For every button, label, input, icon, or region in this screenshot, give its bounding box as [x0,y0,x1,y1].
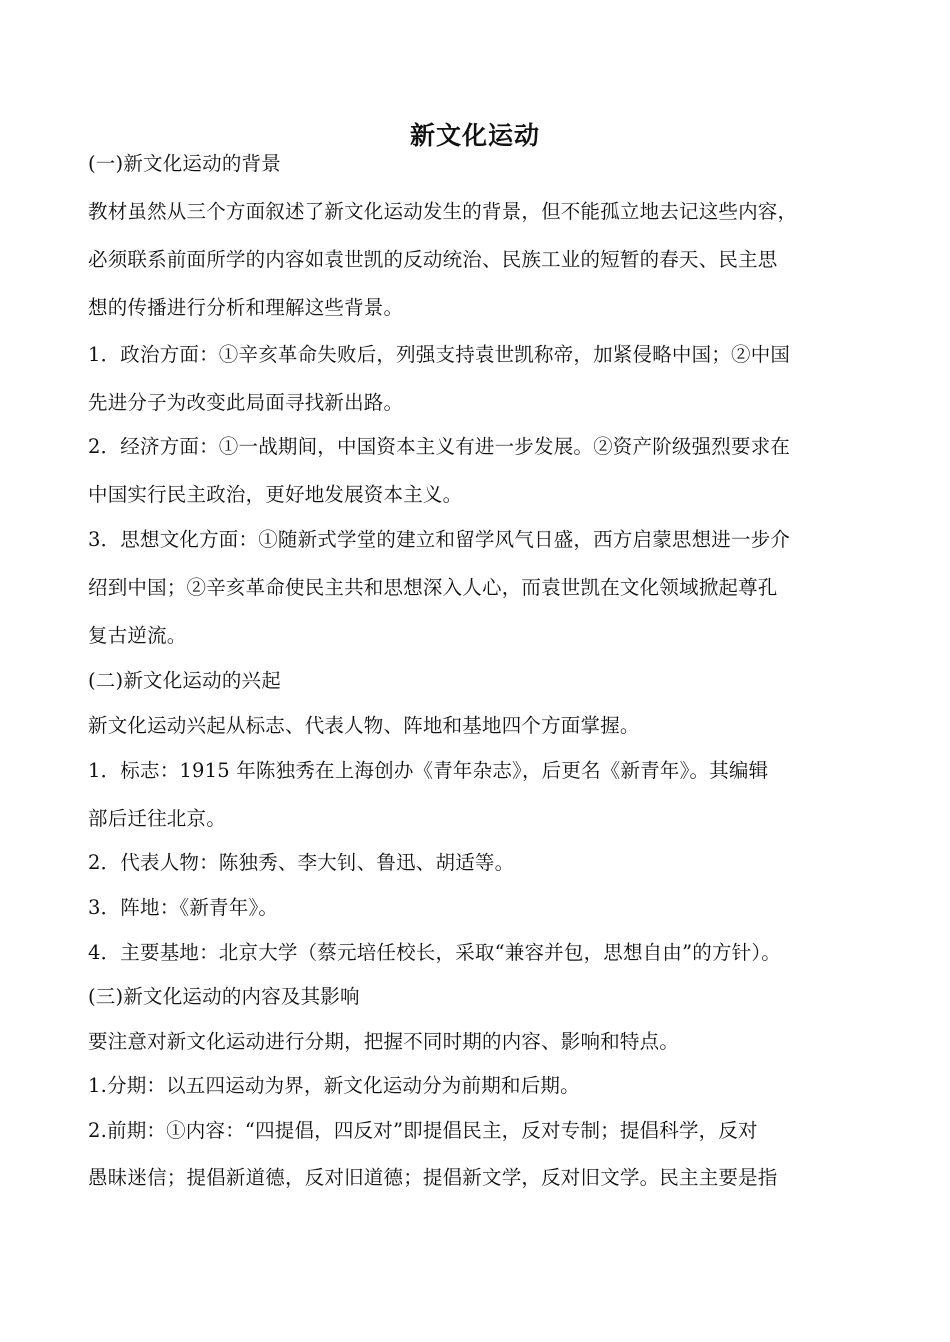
list-item-early-period: 2.前期：①内容：“四提倡，四反对”即提倡民主，反对专制；提倡科学，反对 [88,1119,758,1142]
list-item-political: 1．政治方面：①辛亥革命失败后，列强支持袁世凯称帝，加紧侵略中国；②中国 [88,343,791,366]
paragraph-line: 部后迁往北京。 [88,807,226,830]
list-item-periods: 1.分期：以五四运动为界，新文化运动分为前期和后期。 [88,1074,580,1097]
section-heading-rise: (二)新文化运动的兴起 [88,669,281,692]
paragraph-line: 教材虽然从三个方面叙述了新文化运动发生的背景，但不能孤立地去记这些内容， [88,200,798,223]
paragraph-line: 想的传播进行分析和理解这些背景。 [88,296,404,319]
paragraph-line: 愚昧迷信；提倡新道德，反对旧道德；提倡新文学，反对旧文学。民主主要是指 [88,1166,778,1189]
list-item-front: 3．阵地：《新青年》。 [88,896,279,919]
paragraph-line: 先进分子为改变此局面寻找新出路。 [88,391,404,414]
list-item-figures: 2．代表人物：陈独秀、李大钊、鲁迅、胡适等。 [88,851,515,874]
document-title: 新文化运动 [409,121,540,150]
paragraph-line: 必须联系前面所学的内容如袁世凯的反动统治、民族工业的短暂的春天、民主思 [88,248,778,271]
section-heading-content: (三)新文化运动的内容及其影响 [88,985,360,1008]
list-item-ideology: 3．思想文化方面：①随新式学堂的建立和留学风气日盛，西方启蒙思想进一步介 [88,528,791,551]
paragraph-line: 复古逆流。 [88,624,187,647]
section-heading-background: (一)新文化运动的背景 [88,152,281,175]
list-item-base: 4．主要基地：北京大学（蔡元培任校长，采取“兼容并包，思想自由”的方针）。 [88,941,781,964]
paragraph-line: 要注意对新文化运动进行分期，把握不同时期的内容、影响和特点。 [88,1030,680,1053]
list-item-economic: 2．经济方面：①一战期间，中国资本主义有进一步发展。②资产阶级强烈要求在 [88,435,791,458]
paragraph-line: 新文化运动兴起从标志、代表人物、阵地和基地四个方面掌握。 [88,714,640,737]
paragraph-line: 中国实行民主政治，更好地发展资本主义。 [88,483,463,506]
paragraph-line: 绍到中国；②辛亥革命使民主共和思想深入人心，而袁世凯在文化领域掀起尊孔 [88,576,778,599]
list-item-symbol: 1．标志：1915 年陈独秀在上海创办《青年杂志》，后更名《新青年》。其编辑 [88,759,769,782]
